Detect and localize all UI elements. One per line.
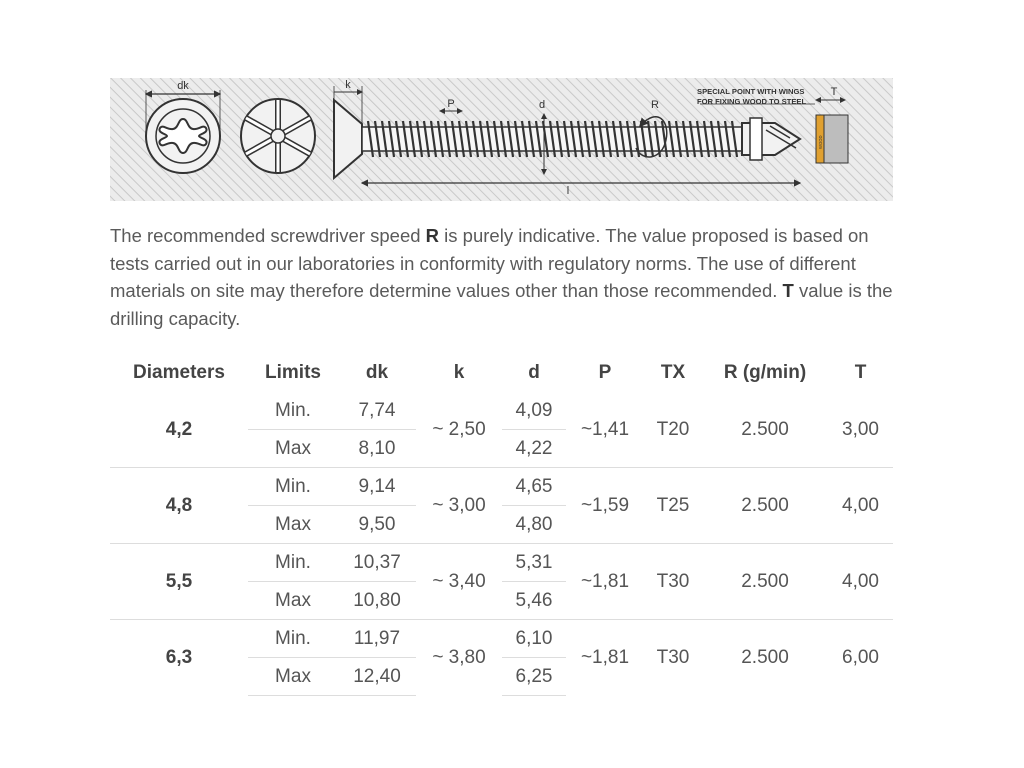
cell-r: 2.500: [702, 620, 828, 696]
cell-p: ~1,41: [580, 418, 630, 440]
cell-diameter: 4,8: [110, 468, 248, 544]
cell-d-min: 4,65: [502, 468, 566, 506]
cell-limit-min: Min.: [248, 468, 338, 506]
cell-d-max: 5,46: [502, 582, 566, 620]
cell-limit-max: Max: [248, 430, 338, 468]
column-header: d: [528, 362, 540, 383]
cell-tx: T25: [644, 468, 702, 544]
cell-t: 4,00: [828, 468, 893, 544]
column-header: Diameters: [133, 362, 225, 383]
label-r: R: [651, 99, 659, 111]
table-row: [110, 468, 893, 506]
column-header: P: [598, 362, 612, 383]
label-p: P: [447, 98, 455, 110]
column-header: TX: [660, 362, 686, 383]
cell-limit-min: Min.: [248, 620, 338, 658]
cell-r: 2.500: [702, 468, 828, 544]
cell-diameter: 6,3: [110, 620, 248, 696]
cell-p: ~1,59: [566, 468, 644, 544]
cell-t: 3,00: [842, 418, 879, 440]
label-dk: dk: [177, 80, 189, 92]
cell-r: 2.500: [702, 544, 828, 620]
cell-dk-max: 10,80: [338, 582, 416, 620]
desc-part-2: is purely indicative. The value proposed is based on tests carried out in our laboratories in conformity with regulatory norms. The use of different materials on site may therefore determine values other than those recommended.: [110, 225, 869, 302]
cell-dk-max: 12,40: [338, 658, 416, 696]
column-header: dk: [365, 362, 389, 383]
label-t: T: [830, 86, 838, 98]
cell-tx: T20: [656, 418, 690, 440]
cell-dk-min: 7,74: [358, 399, 396, 421]
label-special-point-1: SPECIAL POINT WITH WINGS: [697, 87, 805, 96]
cell-d-min: 6,10: [502, 620, 566, 658]
cell-dk-max: 9,50: [338, 506, 416, 544]
table-row: [110, 620, 893, 658]
cell-dk-max: 8,10: [338, 430, 416, 468]
cell-k: ~ 3,00: [416, 468, 502, 544]
cell-t: 6,00: [828, 620, 893, 696]
winged-head-view: [241, 99, 315, 173]
cell-diameter: 4,2: [165, 418, 193, 440]
table-header-row: [110, 354, 893, 392]
cell-k: ~ 2,50: [432, 418, 486, 440]
screw-technical-drawing: [110, 78, 893, 201]
table-row: [110, 392, 893, 430]
cell-limit-min: Min.: [275, 399, 311, 421]
cell-d-max: 4,80: [502, 506, 566, 544]
cell-d-min: 5,31: [502, 544, 566, 582]
cell-p: ~1,81: [566, 620, 644, 696]
cell-diameter: 5,5: [110, 544, 248, 620]
drilling-description: [110, 222, 910, 333]
cell-limit-min: Min.: [248, 544, 338, 582]
label-l: l: [566, 185, 570, 197]
dimensions-table: [110, 354, 893, 696]
label-wood-sample: WOOD: [818, 135, 823, 149]
label-d: d: [538, 99, 546, 111]
cell-limit-max: Max: [248, 658, 338, 696]
column-header: Limits: [265, 362, 321, 383]
cell-tx: T30: [644, 620, 702, 696]
cell-k: ~ 3,40: [416, 544, 502, 620]
cell-k: ~ 3,80: [416, 620, 502, 696]
cell-d-min: 4,09: [515, 399, 553, 421]
column-header: R (g/min): [723, 362, 807, 383]
column-header: k: [453, 362, 465, 383]
cell-r: 2.500: [741, 418, 789, 440]
cell-tx: T30: [644, 544, 702, 620]
label-k: k: [345, 79, 351, 91]
table-row: [110, 544, 893, 582]
cell-d-max: 4,22: [502, 430, 566, 468]
cell-limit-max: Max: [248, 506, 338, 544]
cell-p: ~1,81: [566, 544, 644, 620]
cell-dk-min: 10,37: [338, 544, 416, 582]
label-special-point-2: FOR FIXING WOOD TO STEEL: [697, 97, 807, 106]
desc-part-1: The recommended screwdriver speed: [110, 225, 426, 246]
column-header: T: [854, 362, 867, 383]
cell-limit-max: Max: [248, 582, 338, 620]
desc-speed-symbol: R: [425, 225, 440, 246]
cell-t: 4,00: [828, 544, 893, 620]
cell-dk-min: 11,97: [338, 620, 416, 658]
desc-part-3: value is the drilling capacity.: [110, 280, 893, 330]
desc-capacity-symbol: T: [782, 280, 794, 302]
cell-d-max: 6,25: [502, 658, 566, 696]
cell-dk-min: 9,14: [338, 468, 416, 506]
